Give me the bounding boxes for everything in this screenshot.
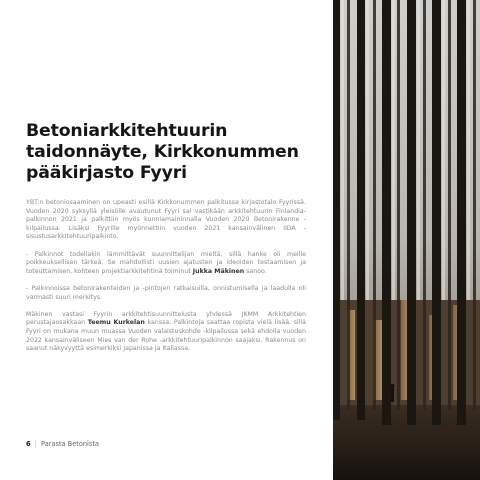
- title-line-3: pääkirjasto Fyyri: [26, 163, 187, 183]
- paragraph-1: YBT:n betoniosaaminen on upeasti esillä Kirkkonummen palkitussa kirjastotalo Fyyrissä. Vuoden 2020 syksyllä yleisölle avautunut Fyyri sai vastikään arkkitehtuurin Finlandia-palkinnon 2021 ja palkittiin myös kunniamaininnalla Vuoden 2020 Betonirakenne -kilpailussa. Lisäksi Fyyrille myönnettiin vuoden 2021 kansainvälinen IIDA -sisustusarkkitehtuuripalkinto.: [26, 199, 306, 241]
- publication-name: Parasta Betonista: [41, 440, 99, 448]
- person-name-makinen: Jukka Mäkinen: [192, 267, 245, 275]
- title-line-1: Betoniarkkitehtuurin: [26, 121, 228, 141]
- article-column: [26, 0, 310, 480]
- article-title: [26, 121, 310, 184]
- page-number: 6: [26, 440, 31, 448]
- article-body: [26, 199, 306, 362]
- person-name-kurkela: Teemu Kurkelan: [87, 319, 145, 327]
- title-line-2: taidonnäyte, Kirkkonummen: [26, 142, 299, 162]
- paragraph-3: - Palkinnoissa betonirakenteiden ja -pintojen ratkaisuilla, onnistumisella ja laadulla oli varmasti suuri merkitys.: [26, 284, 306, 301]
- paragraph-4: Mäkinen vastasi Fyyrin arkkitehtisuunnittelusta yhdessä JKMM Arkkitehtien perustajaosakkaan Teemu Kurkelan kanssa. Palkintoja saattaa ropista vielä lisää, sillä Fyyri on mukana muun muassa Vuoden valaistuskohde -kilpailussa sekä ehdolla vuoden 2022 kansainväliseen Mies van der Rohe -arkkitehtuuripalkinnon saajaksi. Rakennus on saanut näkyvyyttä esimerkiksi Japanissa ja Italiassa.: [26, 310, 306, 353]
- library-interior-photo: [333, 0, 480, 480]
- paragraph-2: - Palkinnot todellakin lämmittävät suunnittelijan mieltä, sillä hanke oli meille poikkeuksellisen tärkeä. Se mahdollisti uusien ajatusten ja ideoiden testaamisen ja toteuttamisen, kohteen projektiarkkitehtinä toiminut Jukka Mäkinen sanoo.: [26, 250, 306, 275]
- footer-separator: |: [34, 440, 37, 448]
- page-footer: [26, 440, 99, 448]
